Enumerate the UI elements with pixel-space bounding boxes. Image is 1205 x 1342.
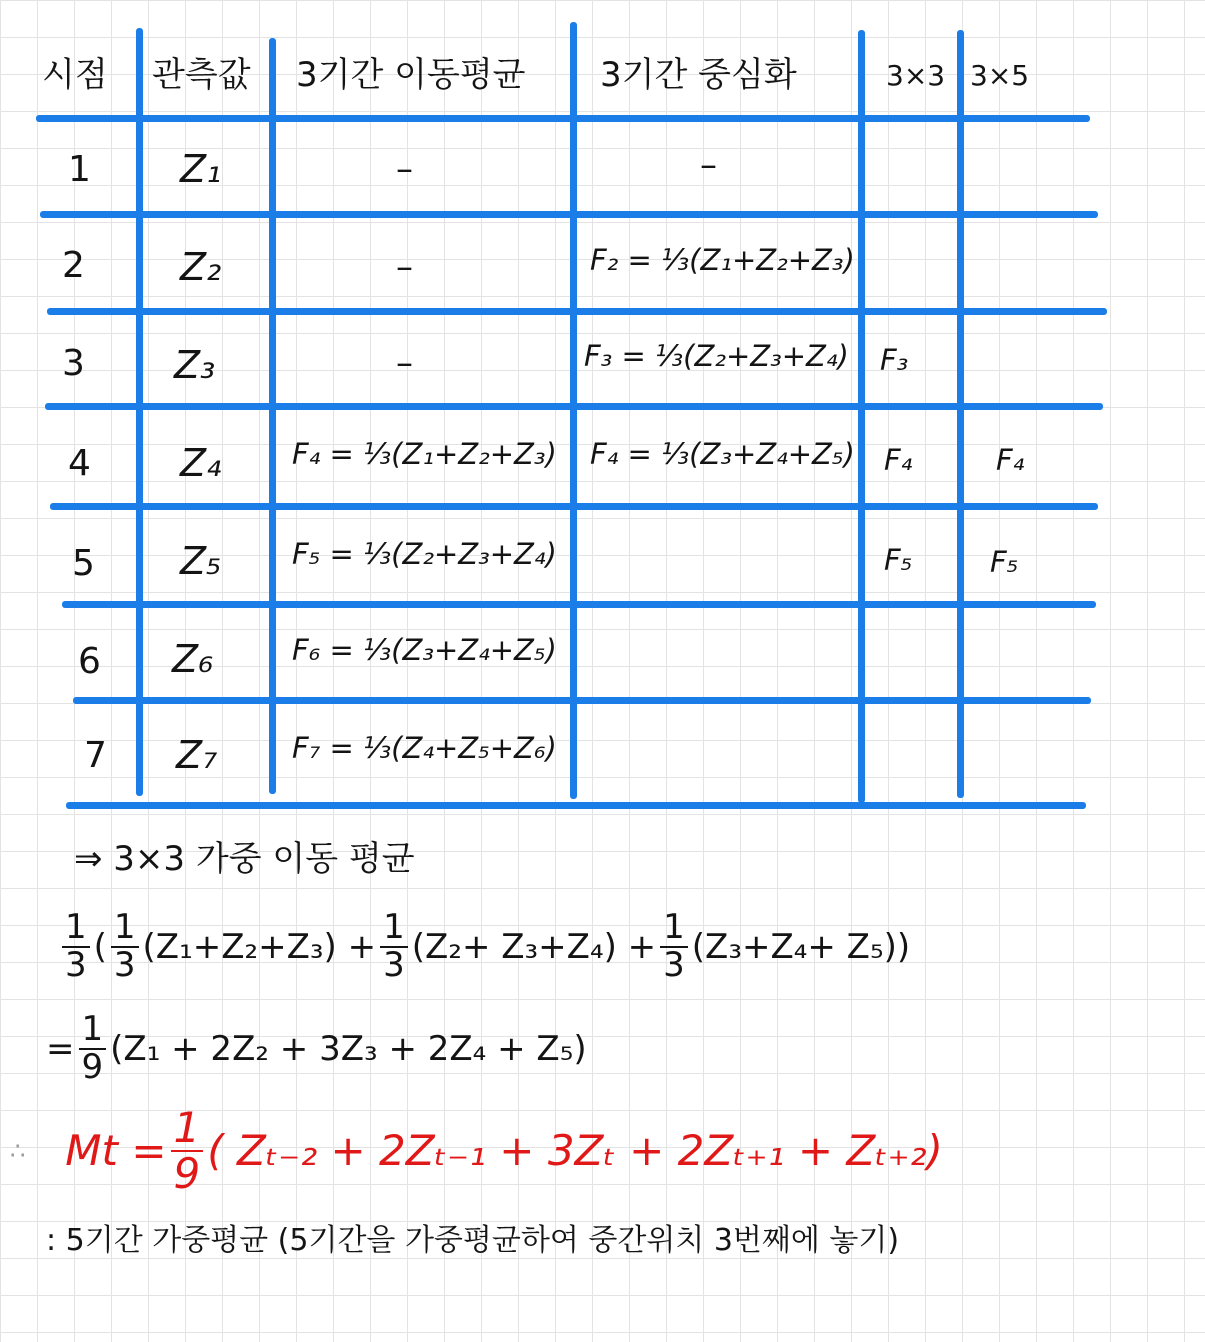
- cell-3x3: F₅: [884, 543, 913, 577]
- grid-hline: [47, 308, 1107, 315]
- fraction: $\frac{1}{3}$: [380, 910, 408, 983]
- cell-moving-avg: F₆ = ⅓(Z₃+Z₄+Z₅): [292, 633, 557, 667]
- cell-observed: Z₇: [176, 733, 218, 777]
- grid-hline: [66, 802, 1086, 809]
- cell-time: 1: [68, 149, 91, 190]
- cell-moving-avg: –: [396, 343, 413, 383]
- fraction: $\frac{1}{9}$: [171, 1106, 204, 1196]
- formula-expansion: $\frac{1}{3}$ ( $\frac{1}{3}$ (Z₁+Z₂+Z₃) + $\frac{1}{3}$ (Z₂+ Z₃+Z₄) + $\frac{1}{3}$ (Z₃+Z₄+ Z₅) ): [58, 910, 910, 983]
- formula-term: (Z₁+Z₂+Z₃) +: [142, 926, 377, 967]
- cell-observed: Z₄: [180, 441, 222, 485]
- grid-hline: [73, 697, 1091, 704]
- cell-moving-avg: F₇ = ⅓(Z₄+Z₅+Z₆): [292, 731, 557, 765]
- header-moving-avg: 3기간 이동평균: [296, 55, 526, 95]
- cell-centered: F₂ = ⅓(Z₁+Z₂+Z₃): [590, 243, 855, 277]
- cell-3x3: F₃: [880, 343, 909, 377]
- grid-hline: [36, 115, 1090, 122]
- cell-observed: Z₆: [172, 637, 214, 681]
- header-centered: 3기간 중심화: [600, 55, 797, 95]
- cell-3x5: F₅: [990, 545, 1019, 579]
- header-time: 시점: [42, 55, 108, 95]
- header-3x5: 3×5: [970, 59, 1030, 92]
- grid-vline: [136, 28, 143, 796]
- header-observed: 관측값: [152, 55, 251, 95]
- grid-vline: [858, 30, 865, 803]
- formula-term: (Z₃+Z₄+ Z₅): [691, 926, 897, 967]
- cell-moving-avg: F₅ = ⅓(Z₂+Z₃+Z₄): [292, 537, 557, 571]
- formula-term: (Z₂+ Z₃+Z₄) +: [411, 926, 657, 967]
- grid-vline: [957, 30, 964, 798]
- fraction: $\frac{1}{3}$: [62, 910, 90, 983]
- grid-vline: [269, 38, 276, 794]
- formula-simplified: = $\frac{1}{9}$ (Z₁ + 2Z₂ + 3Z₃ + 2Z₄ + Z₅): [46, 1009, 587, 1087]
- cell-observed: Z₃: [174, 343, 216, 387]
- grid-hline: [40, 211, 1098, 218]
- cell-3x5: F₄: [996, 443, 1025, 477]
- formula-result: ∴ Mt = $\frac{1}{9}$ ( Zₜ₋₂ + 2Zₜ₋₁ + 3Zₜ + 2Zₜ₊₁ + Zₜ₊₂): [10, 1103, 943, 1199]
- cell-time: 3: [62, 343, 85, 384]
- cell-3x3: F₄: [884, 443, 913, 477]
- cell-moving-avg: –: [396, 247, 413, 287]
- cell-observed: Z₁: [180, 147, 222, 191]
- therefore-symbol: ∴: [10, 1137, 26, 1166]
- cell-moving-avg: –: [396, 149, 413, 189]
- cell-centered: F₃ = ⅓(Z₂+Z₃+Z₄): [584, 339, 849, 373]
- fraction: $\frac{1}{3}$: [111, 910, 139, 983]
- cell-moving-avg: F₄ = ⅓(Z₁+Z₂+Z₃): [292, 437, 557, 471]
- grid-vline: [570, 22, 577, 799]
- cell-time: 5: [72, 543, 95, 584]
- cell-time: 7: [84, 735, 107, 776]
- weighted-average-title: ⇒ 3×3 가중 이동 평균: [74, 839, 415, 879]
- fraction: $\frac{1}{3}$: [660, 910, 688, 983]
- cell-time: 6: [78, 641, 101, 682]
- cell-centered: –: [700, 145, 717, 185]
- cell-time: 4: [68, 443, 91, 484]
- cell-time: 2: [62, 245, 85, 286]
- grid-hline: [62, 601, 1096, 608]
- cell-observed: Z₂: [180, 245, 222, 289]
- summary-note: : 5기간 가중평균 (5기간을 가중평균하여 중간위치 3번째에 놓기): [46, 1223, 900, 1258]
- cell-observed: Z₅: [180, 539, 222, 583]
- cell-centered: F₄ = ⅓(Z₃+Z₄+Z₅): [590, 437, 855, 471]
- header-3x3: 3×3: [886, 59, 946, 92]
- fraction: $\frac{1}{9}$: [79, 1012, 107, 1085]
